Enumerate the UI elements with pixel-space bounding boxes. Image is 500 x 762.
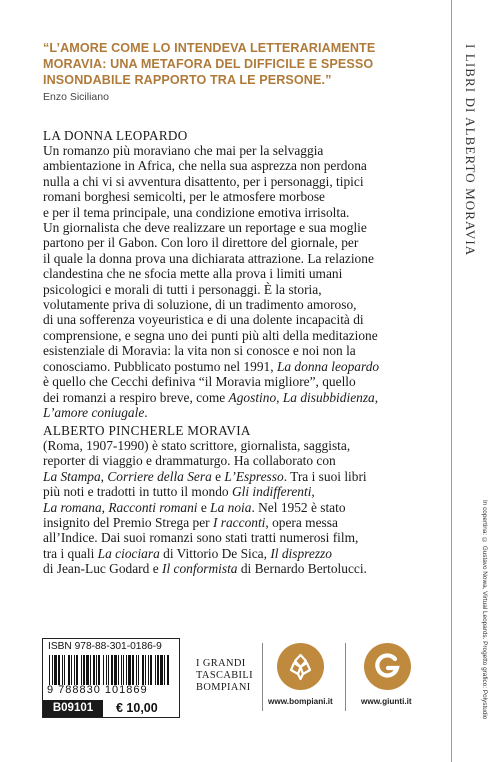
divider bbox=[262, 643, 263, 711]
text-line: reporter di viaggio e drammaturgo. Ha collaborato con bbox=[43, 453, 336, 469]
price: € 10,00 bbox=[116, 701, 158, 715]
text-line: (Roma, 1907-1990) è stato scrittore, giornalista, saggista, bbox=[43, 438, 351, 453]
quote-line: “L’AMORE COME LO INTENDEVA LETTERARIAMENTE bbox=[43, 41, 376, 55]
barcode-number: 9 788830 101869 bbox=[47, 684, 148, 696]
text-line: di una sofferenza voyeuristica e di una dolente incapacità di bbox=[43, 312, 364, 328]
text-line: partono per il Gabon. Con loro il direttore del giornale, per bbox=[43, 235, 359, 251]
text-line: L’amore coniugale. bbox=[43, 404, 148, 420]
product-code: B09101 bbox=[43, 700, 103, 717]
bompiani-logo-icon bbox=[277, 643, 324, 690]
isbn: ISBN 978-88-301-0186-9 bbox=[48, 641, 162, 652]
quote-line: MORAVIA: UNA METAFORA DEL DIFFICILE E SPESSO bbox=[43, 57, 374, 71]
text-line: e per il tema principale, una condizione emotiva irrisolta. bbox=[43, 204, 350, 220]
text-line: all’Indice. Dai suoi romanzi sono stati tratti numerosi film, bbox=[43, 530, 359, 546]
divider bbox=[345, 643, 346, 711]
quote-line: INSONDABILE RAPPORTO TRA LE PERSONE.” bbox=[43, 73, 332, 87]
text-line: nulla a chi vi si avventura disattento, per i personaggi, tipici bbox=[43, 173, 364, 189]
spine-title: I LIBRI DI ALBERTO MORAVIA bbox=[463, 44, 478, 257]
text-line: è quello che Cecchi definiva “il Moravia migliore”, quello bbox=[43, 374, 356, 390]
giunti-logo-icon bbox=[364, 643, 411, 690]
giunti-website: www.giunti.it bbox=[361, 697, 412, 706]
text-line: il quale la donna prova una dichiarata attrazione. La relazione bbox=[43, 250, 374, 266]
text-line: volutamente priva di soluzione, di un tradimento amoroso, bbox=[43, 297, 357, 313]
quote bbox=[43, 40, 423, 88]
text-line: romani borghesi semicolti, per le atmosfere morbose bbox=[43, 189, 325, 205]
text-line: di Jean-Luc Godard e Il conformista di Bernardo Bertolucci. bbox=[43, 561, 367, 577]
series-name: I GRANDI TASCABILI BOMPIANI bbox=[196, 658, 254, 693]
text-line: dei romanzi a respiro breve, come Agostino, La disubbidienza, bbox=[43, 389, 379, 405]
author-bio bbox=[43, 438, 443, 577]
spine-divider bbox=[451, 0, 452, 762]
text-line: Un romanzo più moraviano che mai per la selvaggia bbox=[43, 143, 324, 158]
bompiani-website: www.bompiani.it bbox=[268, 697, 333, 706]
text-line: insignito del Premio Strega per I racconti, opera messa bbox=[43, 515, 338, 531]
quote-author: Enzo Siciliano bbox=[43, 91, 109, 103]
text-line: più noti e tradotti in tutto il mondo Gli indifferenti, bbox=[43, 484, 315, 500]
text-line: clandestina che ne sfocia mette alla prova i limiti umani bbox=[43, 266, 343, 282]
text-line: esistenziale di Moravia: la vita non si conosce e noi non la bbox=[43, 343, 356, 359]
book-description bbox=[43, 143, 443, 420]
text-line: psicologici e morali di tutti i personaggi. È la storia, bbox=[43, 281, 322, 297]
author-title: ALBERTO PINCHERLE MORAVIA bbox=[43, 423, 251, 438]
text-line: tra i quali La ciociara di Vittorio De Sica, Il disprezzo bbox=[43, 545, 332, 561]
text-line: Un giornalista che deve realizzare un reportage e sua moglie bbox=[43, 220, 367, 236]
cover-credits: In copertina: © Gustavo Nowa, Virtual Leopards. Progetto grafico: Polystudio bbox=[481, 500, 488, 720]
book-title: LA DONNA LEOPARDO bbox=[43, 128, 188, 143]
text-line: ambientazione in Africa, che nella sua asprezza non perdona bbox=[43, 158, 367, 174]
barcode-icon bbox=[47, 655, 173, 685]
text-line: La Stampa, Corriere della Sera e L’Espresso. Tra i suoi libri bbox=[43, 468, 367, 484]
text-line: La romana, Racconti romani e La noia. Nel 1952 è stato bbox=[43, 499, 346, 515]
text-line: comprensione, e segna uno dei punti più alti della meditazione bbox=[43, 327, 378, 343]
text-line: conosciamo. Pubblicato postumo nel 1991, La donna leopardo bbox=[43, 358, 380, 374]
